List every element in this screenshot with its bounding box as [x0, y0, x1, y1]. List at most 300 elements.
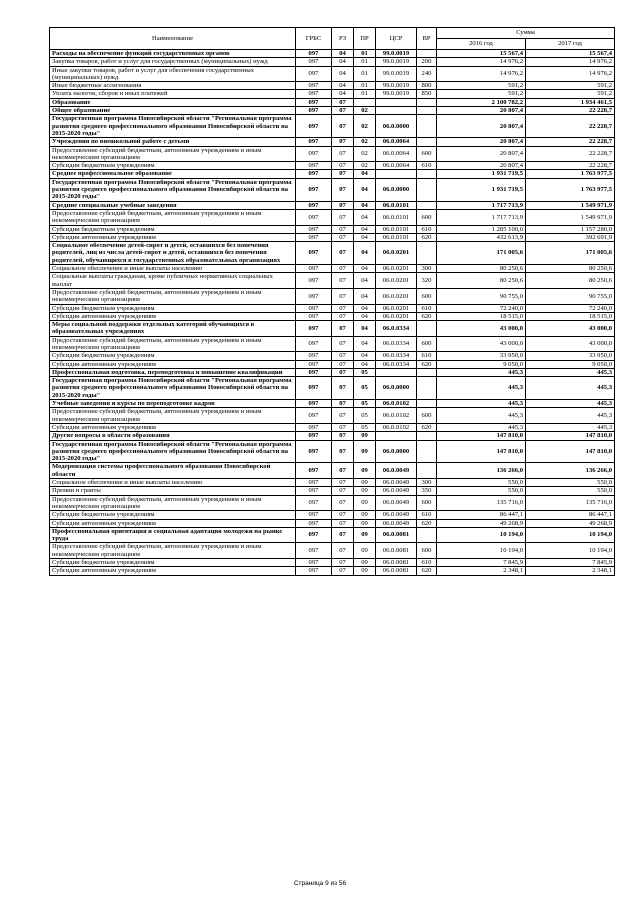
table-row	[50, 273, 615, 289]
table-row	[50, 82, 615, 90]
row-name: Субсидии бюджетным учреждениям	[50, 511, 296, 519]
table-row	[50, 321, 615, 337]
row-sum-2016: 43 000,0	[437, 336, 526, 352]
row-sum-2017: 22 228,7	[526, 162, 615, 170]
row-rz: 07	[332, 423, 354, 431]
row-rz: 07	[332, 201, 354, 209]
row-csr: 06.0.0101	[376, 209, 417, 225]
row-pr: 02	[354, 162, 376, 170]
row-grbs: 097	[296, 519, 332, 527]
row-grbs: 097	[296, 463, 332, 479]
row-sum-2016: 20 807,4	[437, 146, 526, 162]
row-name: Предоставление субсидий бюджетным, автономным учреждениям и иным некоммерческим организациям	[50, 336, 296, 352]
row-name: Субсидии бюджетным учреждениям	[50, 304, 296, 312]
row-sum-2017: 14 976,2	[526, 58, 615, 66]
row-sum-2017: 49 268,9	[526, 519, 615, 527]
row-csr: 06.0.0081	[376, 567, 417, 575]
row-csr: 06.0.0201	[376, 242, 417, 265]
row-csr: 99.0.0019	[376, 66, 417, 82]
row-vr	[417, 377, 437, 400]
row-name: Модернизация системы профессионального образования Новосибирской области	[50, 463, 296, 479]
row-rz: 07	[332, 225, 354, 233]
row-vr	[417, 463, 437, 479]
row-pr: 05	[354, 400, 376, 408]
row-csr: 06.0.0049	[376, 495, 417, 511]
row-sum-2016: 10 194,0	[437, 527, 526, 543]
row-sum-2017: 90 755,0	[526, 288, 615, 304]
row-pr: 04	[354, 304, 376, 312]
table-row	[50, 495, 615, 511]
row-csr: 06.0.0102	[376, 408, 417, 424]
row-sum-2016: 18 515,0	[437, 312, 526, 320]
row-csr: 06.0.0049	[376, 487, 417, 495]
row-pr: 01	[354, 90, 376, 98]
row-grbs: 097	[296, 115, 332, 138]
row-grbs: 097	[296, 138, 332, 146]
row-name: Среднее профессиональное образование	[50, 170, 296, 178]
row-rz: 07	[332, 440, 354, 463]
row-rz: 07	[332, 273, 354, 289]
row-csr: 99.0.0019	[376, 58, 417, 66]
row-grbs: 097	[296, 495, 332, 511]
row-sum-2016: 9 050,0	[437, 360, 526, 368]
row-vr: 620	[417, 312, 437, 320]
row-grbs: 097	[296, 304, 332, 312]
row-name: Учреждения по внешкольной работе с детьми	[50, 138, 296, 146]
table-row	[50, 209, 615, 225]
row-grbs: 097	[296, 170, 332, 178]
row-sum-2016: 550,0	[437, 479, 526, 487]
row-rz: 07	[332, 162, 354, 170]
table-row	[50, 408, 615, 424]
row-pr: 04	[354, 321, 376, 337]
row-pr: 02	[354, 138, 376, 146]
row-grbs: 097	[296, 352, 332, 360]
row-rz: 07	[332, 543, 354, 559]
row-name: Государственная программа Новосибирской области "Региональная программа развития среднего профессионального образования Новосибирской области на 2015-2020 годы"	[50, 377, 296, 400]
row-rz: 04	[332, 58, 354, 66]
row-vr: 850	[417, 90, 437, 98]
row-sum-2017: 1 157 280,0	[526, 225, 615, 233]
row-csr: 99.0.0019	[376, 90, 417, 98]
row-rz: 07	[332, 400, 354, 408]
row-name: Премии и гранты	[50, 487, 296, 495]
page-number: Страница 9 из 56	[293, 880, 347, 887]
row-name: Государственная программа Новосибирской области "Региональная программа развития среднего профессионального образования Новосибирской области на 2015-2020 годы"	[50, 440, 296, 463]
row-vr	[417, 107, 437, 115]
row-vr: 600	[417, 495, 437, 511]
row-sum-2017: 86 447,1	[526, 511, 615, 519]
row-grbs: 097	[296, 377, 332, 400]
table-row	[50, 377, 615, 400]
row-rz: 07	[332, 479, 354, 487]
row-sum-2016: 33 950,0	[437, 352, 526, 360]
row-rz: 04	[332, 82, 354, 90]
header-sum: Сумма	[437, 28, 615, 39]
header-vr: ВР	[417, 28, 437, 50]
row-csr: 06.0.0000	[376, 178, 417, 201]
row-vr: 600	[417, 408, 437, 424]
table-row	[50, 233, 615, 241]
row-sum-2016: 1 285 100,0	[437, 225, 526, 233]
row-sum-2017: 72 240,0	[526, 304, 615, 312]
row-pr: 09	[354, 559, 376, 567]
row-csr: 06.0.0049	[376, 519, 417, 527]
row-grbs: 097	[296, 312, 332, 320]
row-name: Образование	[50, 98, 296, 106]
row-sum-2017: 33 950,0	[526, 352, 615, 360]
row-sum-2017: 80 250,6	[526, 265, 615, 273]
row-sum-2016: 2 348,1	[437, 567, 526, 575]
row-pr: 09	[354, 527, 376, 543]
row-sum-2017: 445,3	[526, 400, 615, 408]
row-vr: 610	[417, 225, 437, 233]
row-rz: 07	[332, 312, 354, 320]
row-sum-2017: 7 845,9	[526, 559, 615, 567]
header-grbs: ГРБС	[296, 28, 332, 50]
row-vr: 600	[417, 146, 437, 162]
row-csr: 06.0.0064	[376, 162, 417, 170]
row-csr: 06.0.0000	[376, 115, 417, 138]
row-rz: 07	[332, 519, 354, 527]
row-grbs: 097	[296, 423, 332, 431]
row-grbs: 097	[296, 107, 332, 115]
row-pr: 09	[354, 567, 376, 575]
row-sum-2017: 43 000,0	[526, 321, 615, 337]
header-year-2016: 2016 год	[437, 39, 526, 50]
row-vr: 620	[417, 423, 437, 431]
row-vr	[417, 242, 437, 265]
row-pr: 04	[354, 352, 376, 360]
row-grbs: 097	[296, 82, 332, 90]
row-rz: 07	[332, 527, 354, 543]
row-grbs: 097	[296, 360, 332, 368]
table-row	[50, 162, 615, 170]
row-grbs: 097	[296, 288, 332, 304]
row-name: Государственная программа Новосибирской области "Региональная программа развития среднего профессионального образования Новосибирской области на 2015-2020 годы"	[50, 115, 296, 138]
row-vr: 200	[417, 58, 437, 66]
row-pr: 02	[354, 115, 376, 138]
row-rz: 07	[332, 463, 354, 479]
row-grbs: 097	[296, 201, 332, 209]
row-vr: 610	[417, 559, 437, 567]
row-grbs: 097	[296, 90, 332, 98]
row-csr: 99.0.0019	[376, 50, 417, 58]
row-sum-2017: 591,2	[526, 90, 615, 98]
row-sum-2016: 147 810,0	[437, 440, 526, 463]
row-grbs: 097	[296, 440, 332, 463]
row-vr	[417, 368, 437, 376]
header-name: Наименование	[50, 28, 296, 50]
row-sum-2017: 1 549 971,9	[526, 201, 615, 209]
table-row	[50, 146, 615, 162]
row-csr: 99.0.0019	[376, 82, 417, 90]
row-rz: 07	[332, 170, 354, 178]
row-vr	[417, 170, 437, 178]
row-sum-2016: 72 240,0	[437, 304, 526, 312]
row-vr: 300	[417, 479, 437, 487]
table-row	[50, 519, 615, 527]
table-row	[50, 138, 615, 146]
row-grbs: 097	[296, 50, 332, 58]
row-sum-2016: 7 845,9	[437, 559, 526, 567]
table-row	[50, 487, 615, 495]
row-sum-2017: 18 515,0	[526, 312, 615, 320]
row-sum-2017: 2 348,1	[526, 567, 615, 575]
row-rz: 07	[332, 368, 354, 376]
row-grbs: 097	[296, 336, 332, 352]
row-grbs: 097	[296, 225, 332, 233]
row-grbs: 097	[296, 162, 332, 170]
row-sum-2017: 1 763 977,5	[526, 178, 615, 201]
row-pr: 04	[354, 242, 376, 265]
row-grbs: 097	[296, 400, 332, 408]
row-csr: 06.0.0201	[376, 304, 417, 312]
row-sum-2017: 80 250,6	[526, 273, 615, 289]
row-pr: 01	[354, 66, 376, 82]
row-sum-2016: 171 005,6	[437, 242, 526, 265]
row-sum-2016: 80 250,6	[437, 265, 526, 273]
row-pr: 04	[354, 225, 376, 233]
table-row	[50, 178, 615, 201]
row-name: Субсидии бюджетным учреждениям	[50, 225, 296, 233]
row-name: Иные закупки товаров, работ и услуг для обеспечения государственных (муниципальных) нужд	[50, 66, 296, 82]
row-sum-2016: 14 976,2	[437, 66, 526, 82]
row-sum-2016: 86 447,1	[437, 511, 526, 519]
row-rz: 07	[332, 98, 354, 106]
row-pr: 02	[354, 107, 376, 115]
row-rz: 07	[332, 495, 354, 511]
row-pr: 05	[354, 368, 376, 376]
table-row	[50, 115, 615, 138]
row-vr	[417, 321, 437, 337]
row-pr: 04	[354, 265, 376, 273]
row-pr: 01	[354, 50, 376, 58]
row-csr	[376, 107, 417, 115]
row-name: Предоставление субсидий бюджетным, автономным учреждениям и иным некоммерческим организациям	[50, 146, 296, 162]
row-vr	[417, 432, 437, 440]
table-row	[50, 440, 615, 463]
row-name: Учебные заведения и курсы по переподготовке кадров	[50, 400, 296, 408]
row-name: Иные бюджетные ассигнования	[50, 82, 296, 90]
table-row	[50, 66, 615, 82]
row-grbs: 097	[296, 559, 332, 567]
row-rz: 07	[332, 336, 354, 352]
row-pr: 04	[354, 312, 376, 320]
row-sum-2017: 14 976,2	[526, 66, 615, 82]
row-sum-2017: 1 549 971,9	[526, 209, 615, 225]
row-rz: 07	[332, 360, 354, 368]
table-row	[50, 352, 615, 360]
row-grbs: 097	[296, 527, 332, 543]
row-sum-2016: 49 268,9	[437, 519, 526, 527]
row-vr: 610	[417, 304, 437, 312]
row-sum-2016: 445,3	[437, 423, 526, 431]
row-name: Общее образование	[50, 107, 296, 115]
row-sum-2016: 591,2	[437, 82, 526, 90]
table-row	[50, 312, 615, 320]
table-row	[50, 400, 615, 408]
row-vr: 600	[417, 543, 437, 559]
row-vr: 610	[417, 511, 437, 519]
row-csr: 06.0.0102	[376, 423, 417, 431]
row-vr	[417, 98, 437, 106]
header-rz: РЗ	[332, 28, 354, 50]
row-sum-2017: 43 000,0	[526, 336, 615, 352]
row-pr: 05	[354, 377, 376, 400]
row-name: Социальные выплаты гражданам, кроме публичных нормативных социальных выплат	[50, 273, 296, 289]
table-row	[50, 107, 615, 115]
row-sum-2017: 22 228,7	[526, 107, 615, 115]
row-rz: 07	[332, 138, 354, 146]
row-grbs: 097	[296, 567, 332, 575]
row-rz: 07	[332, 146, 354, 162]
row-sum-2017: 22 228,7	[526, 146, 615, 162]
row-sum-2017: 445,3	[526, 408, 615, 424]
row-sum-2016: 1 717 713,9	[437, 201, 526, 209]
row-rz: 07	[332, 321, 354, 337]
row-grbs: 097	[296, 511, 332, 519]
row-sum-2016: 90 755,0	[437, 288, 526, 304]
row-grbs: 097	[296, 487, 332, 495]
row-name: Субсидии бюджетным учреждениям	[50, 162, 296, 170]
row-sum-2017: 15 567,4	[526, 50, 615, 58]
row-csr	[376, 170, 417, 178]
row-grbs: 097	[296, 58, 332, 66]
row-csr: 06.0.0101	[376, 225, 417, 233]
row-vr	[417, 201, 437, 209]
row-name: Уплата налогов, сборов и иных платежей	[50, 90, 296, 98]
row-name: Предоставление субсидий бюджетным, автономным учреждениям и иным некоммерческим организациям	[50, 408, 296, 424]
row-sum-2016: 135 716,0	[437, 495, 526, 511]
row-csr: 06.0.0081	[376, 527, 417, 543]
row-name: Предоставление субсидий бюджетным, автономным учреждениям и иным некоммерческим организациям	[50, 543, 296, 559]
row-sum-2017: 550,0	[526, 487, 615, 495]
table-row	[50, 304, 615, 312]
row-name: Профессиональная ориентация и социальная адаптация молодежи на рынке труда	[50, 527, 296, 543]
row-csr: 06.0.0102	[376, 400, 417, 408]
table-row	[50, 559, 615, 567]
row-pr	[354, 98, 376, 106]
row-name: Субсидии бюджетным учреждениям	[50, 559, 296, 567]
row-name: Социальное обеспечение и иные выплаты населению	[50, 479, 296, 487]
table-row	[50, 225, 615, 233]
row-pr: 04	[354, 288, 376, 304]
row-csr: 06.0.0049	[376, 511, 417, 519]
row-rz: 07	[332, 265, 354, 273]
row-rz: 07	[332, 377, 354, 400]
row-csr: 06.0.0101	[376, 233, 417, 241]
row-grbs: 097	[296, 66, 332, 82]
row-grbs: 097	[296, 432, 332, 440]
row-grbs: 097	[296, 265, 332, 273]
row-name: Предоставление субсидий бюджетным, автономным учреждениям и иным некоммерческим организациям	[50, 495, 296, 511]
table-row	[50, 423, 615, 431]
row-rz: 07	[332, 567, 354, 575]
row-grbs: 097	[296, 242, 332, 265]
row-rz: 07	[332, 107, 354, 115]
row-csr: 06.0.0000	[376, 440, 417, 463]
row-sum-2016: 445,3	[437, 368, 526, 376]
row-sum-2017: 392 691,9	[526, 233, 615, 241]
row-sum-2016: 14 976,2	[437, 58, 526, 66]
row-sum-2016: 550,0	[437, 487, 526, 495]
row-vr: 600	[417, 209, 437, 225]
row-name: Субсидии автономным учреждениям	[50, 312, 296, 320]
row-pr: 09	[354, 479, 376, 487]
row-grbs: 097	[296, 543, 332, 559]
row-vr	[417, 440, 437, 463]
row-csr: 06.0.0049	[376, 463, 417, 479]
row-rz: 04	[332, 66, 354, 82]
row-pr: 02	[354, 146, 376, 162]
row-name: Субсидии автономным учреждениям	[50, 233, 296, 241]
row-name: Субсидии автономным учреждениям	[50, 423, 296, 431]
row-sum-2017: 445,3	[526, 423, 615, 431]
table-row	[50, 567, 615, 575]
row-csr: 06.0.0334	[376, 321, 417, 337]
row-csr: 06.0.0201	[376, 265, 417, 273]
row-vr: 620	[417, 233, 437, 241]
row-sum-2017: 135 716,0	[526, 495, 615, 511]
row-grbs: 097	[296, 273, 332, 289]
row-vr: 240	[417, 66, 437, 82]
row-pr: 04	[354, 233, 376, 241]
row-csr: 06.0.0064	[376, 146, 417, 162]
row-sum-2017: 9 050,0	[526, 360, 615, 368]
row-vr: 320	[417, 273, 437, 289]
row-vr: 620	[417, 567, 437, 575]
row-vr: 350	[417, 487, 437, 495]
row-rz: 07	[332, 288, 354, 304]
row-csr: 06.0.0064	[376, 138, 417, 146]
row-rz: 07	[332, 242, 354, 265]
row-sum-2017: 1 763 977,5	[526, 170, 615, 178]
row-csr: 06.0.0201	[376, 312, 417, 320]
row-pr: 05	[354, 423, 376, 431]
row-name: Предоставление субсидий бюджетным, автономным учреждениям и иным некоммерческим организациям	[50, 288, 296, 304]
row-name: Социальное обеспечение детей-сирот и детей, оставшихся без попечения родителей, лиц из числа детей-сирот и детей, оставшихся без попечения родителей, обучающихся в государственных образовательных организациях	[50, 242, 296, 265]
row-name: Меры социальной поддержки отдельных категорий обучающихся в образовательных учреждениях	[50, 321, 296, 337]
row-sum-2017: 136 266,0	[526, 463, 615, 479]
row-vr: 620	[417, 360, 437, 368]
table-row	[50, 288, 615, 304]
row-sum-2016: 445,3	[437, 400, 526, 408]
table-row	[50, 201, 615, 209]
row-vr	[417, 400, 437, 408]
row-rz: 07	[332, 233, 354, 241]
table-row	[50, 265, 615, 273]
row-pr: 04	[354, 273, 376, 289]
row-sum-2016: 445,3	[437, 408, 526, 424]
row-sum-2016: 432 613,9	[437, 233, 526, 241]
row-csr: 06.0.0201	[376, 273, 417, 289]
row-csr: 06.0.0334	[376, 352, 417, 360]
row-name: Государственная программа Новосибирской области "Региональная программа развития среднего профессионального образования Новосибирской области на 2015-2020 годы"	[50, 178, 296, 201]
row-sum-2017: 10 194,0	[526, 543, 615, 559]
row-rz: 07	[332, 487, 354, 495]
row-sum-2017: 22 228,7	[526, 115, 615, 138]
row-pr: 01	[354, 82, 376, 90]
row-csr: 06.0.0334	[376, 360, 417, 368]
row-grbs: 097	[296, 178, 332, 201]
row-rz: 07	[332, 408, 354, 424]
header-pr: ПР	[354, 28, 376, 50]
table-row	[50, 360, 615, 368]
table-row	[50, 170, 615, 178]
row-csr	[376, 432, 417, 440]
row-sum-2017: 445,3	[526, 368, 615, 376]
